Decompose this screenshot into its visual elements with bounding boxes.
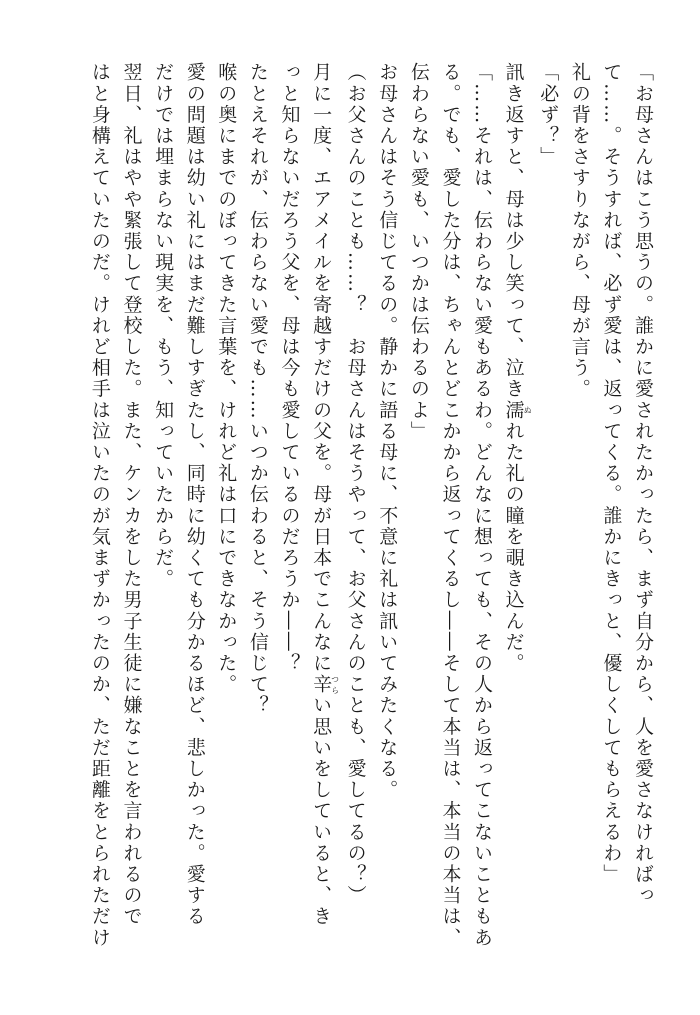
text-line-5 <box>497 62 532 962</box>
text-line-11 <box>304 62 339 962</box>
text-line-12: っと知らないだろう父を、母は今も愛しているのだろうか――？ <box>278 62 301 674</box>
text-line-3: 礼の背をさすりながら、母が言う。 <box>568 62 591 400</box>
text-line-6: 「……それは、伝わらない愛もあるわ。どんなに想っても、その人から返ってこないこともあ <box>471 62 494 949</box>
text-line-8: 伝わらない愛も、いつかは伝わるのよ」 <box>407 62 430 442</box>
text-line-15: 愛の問題は幼い礼にはまだ難しすぎたし、同時に幼くても分かるほど、悲しかった。愛する <box>183 62 206 928</box>
text-line-17: 翌日、礼はやや緊張して登校した。また、ケンカをした男子生徒に嫌なことを言われるので <box>120 62 143 928</box>
furigana-reading: ぬ <box>523 399 533 421</box>
text-line-16: だけでは埋まらない現実を、もう、知っていたからだ。 <box>152 62 175 590</box>
text-line-11-after: い思いをしていると、き <box>310 695 333 928</box>
furigana-tsura <box>310 673 340 696</box>
furigana-base: 辛 <box>310 673 333 696</box>
text-line-10: （お父さんのことも……？ お母さんはそうやって、お父さんのことも、愛してるの？） <box>344 62 367 906</box>
text-line-4: 「必ず？」 <box>537 62 560 168</box>
text-line-18: はと身構えていたのだ。けれど相手は泣いたのが気まずかったのか、ただ距離をとられただけ <box>88 62 111 949</box>
text-line-11-before: 月に一度、エアメイルを寄越すだけの父を。母が日本でこんなに <box>310 62 333 674</box>
text-line-1: 「お母さんはこう思うの。誰かに愛されたかったら、まず自分から、人を愛さなければっ <box>632 62 654 906</box>
furigana-base: 濡 <box>502 399 525 421</box>
furigana-reading: つら <box>330 673 340 695</box>
text-line-14: 喉の奥にまでのぼってきた言葉を、けれど礼は口にできなかった。 <box>215 62 238 695</box>
text-line-9: お母さんはそう信じてるの。静かに語る母に、不意に礼は訊いてみたくなる。 <box>376 62 399 801</box>
vertical-text-block <box>83 62 658 962</box>
text-line-2: て……。そうすれば、必ず愛は、返ってくる。誰かにきっと、優しくしてもらえるわ」 <box>600 62 623 885</box>
furigana-nu <box>502 399 533 421</box>
text-line-5-after: れた礼の瞳を覗き込んだ。 <box>502 420 525 674</box>
text-line-13: たとえそれが、伝わらない愛でも……いつか伝わると、そう信じて？ <box>246 62 269 717</box>
text-line-7: る。でも、愛した分は、ちゃんとどこかから返ってくるし――そして本当は、本当の本当は、 <box>439 62 462 949</box>
text-line-5-before: 訊き返すと、母は少し笑って、泣き <box>502 62 525 400</box>
